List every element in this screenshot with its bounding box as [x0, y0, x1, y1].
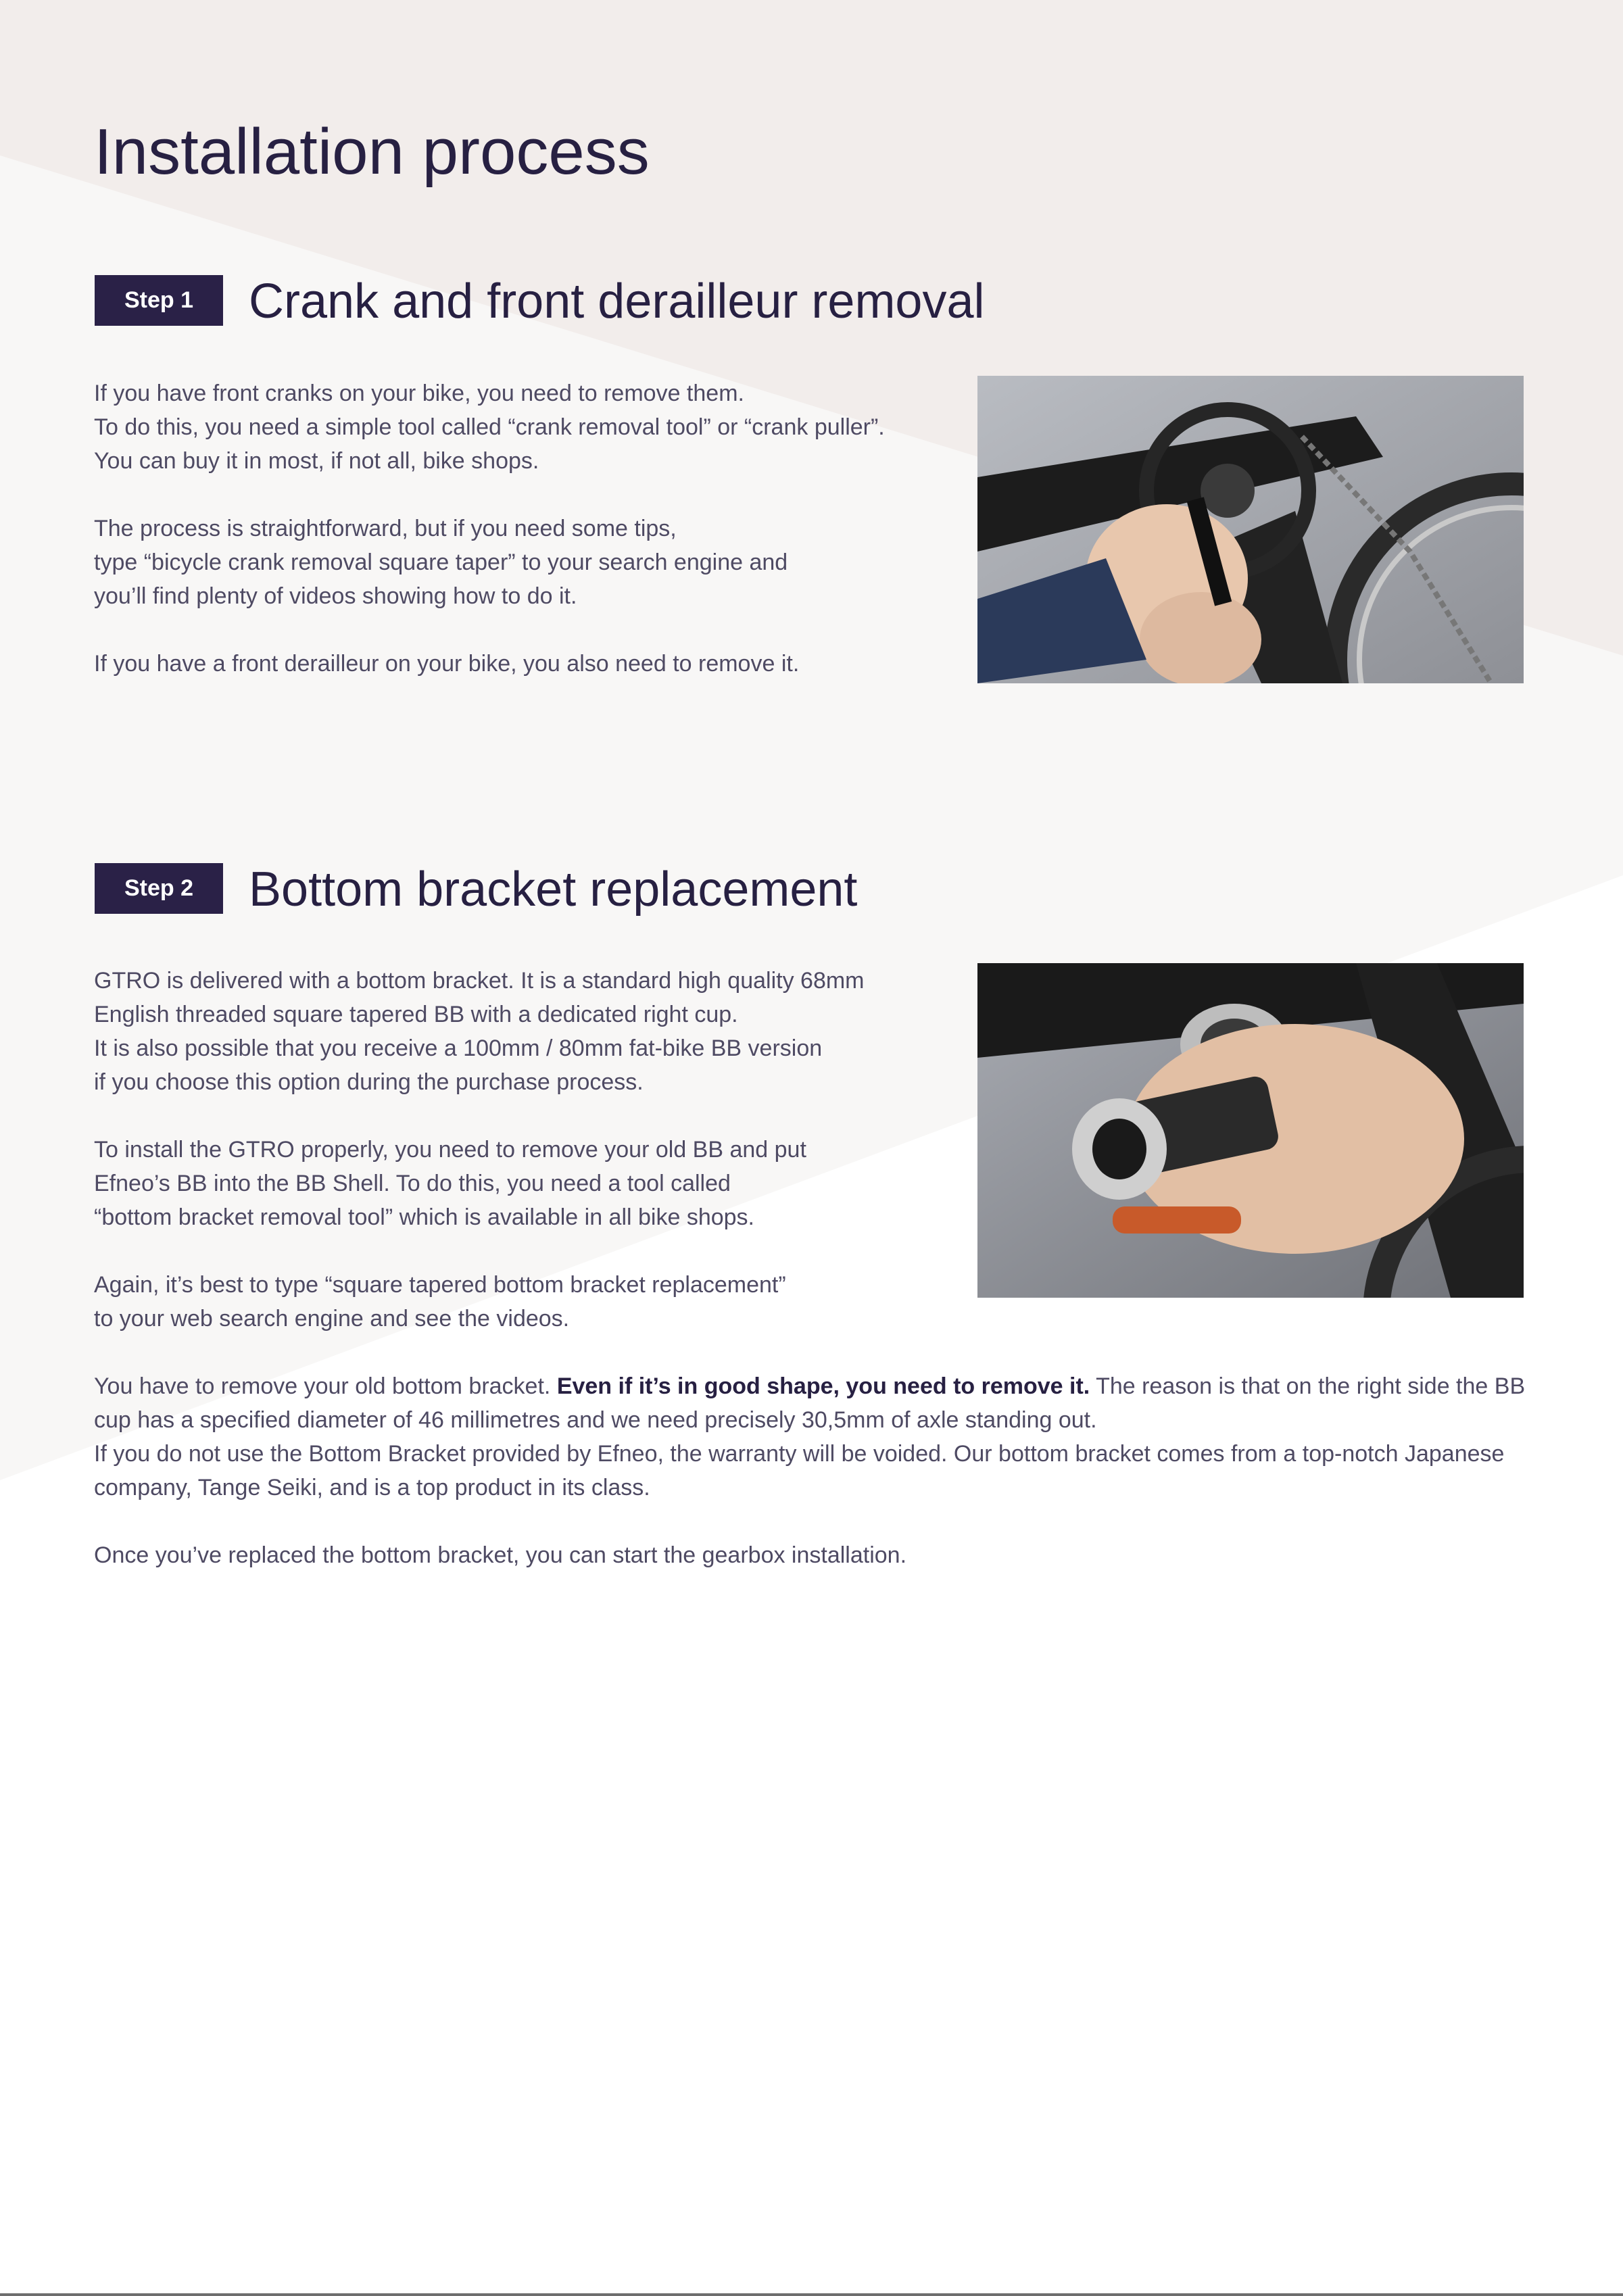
step-2-paragraph-2 [94, 1133, 806, 1234]
text-run: The reason is that on the right side the BB cup has a specified diameter of 46 millimetres and we need precisely 30,5mm of axle standing out. [94, 1373, 1526, 1433]
step-2-closing-paragraph: Once you’ve replaced the bottom bracket, you can start the gearbox installation. [94, 1542, 907, 1568]
text-line: “bottom bracket removal tool” which is available in all bike shops. [94, 1204, 755, 1230]
text-line: to your web search engine and see the videos. [94, 1306, 570, 1332]
text-line: You can buy it in most, if not all, bike shops. [94, 448, 539, 474]
text-line: English threaded square tapered BB with a dedicated right cup. [94, 1002, 738, 1027]
step-2-badge: Step 2 [95, 863, 223, 914]
text-line: To install the GTRO properly, you need to remove your old BB and put [94, 1137, 806, 1163]
text-run: You have to remove your old bottom bracket. [94, 1373, 557, 1399]
page-title: Installation process [94, 116, 650, 188]
bottom-bracket-photo [977, 963, 1524, 1298]
footer-rule [0, 2293, 1623, 2296]
step-2-paragraph-1 [94, 964, 865, 1099]
step-1-paragraph-2 [94, 512, 788, 613]
text-line: Again, it’s best to type “square tapered bottom bracket replacement” [94, 1272, 786, 1298]
emphasis-text: Even if it’s in good shape, you need to remove it. [556, 1373, 1090, 1399]
text-line: It is also possible that you receive a 100mm / 80mm fat-bike BB version [94, 1035, 823, 1061]
step-2-warranty-paragraph: If you do not use the Bottom Bracket provided by Efneo, the warranty will be voided. Our bottom bracket comes from a top-notch Japanese company, Tange Seiki, and is a top product in its class. [94, 1441, 1505, 1500]
crank-removal-photo [977, 376, 1524, 683]
step-2-warning-paragraph [94, 1369, 1534, 1437]
text-line: To do this, you need a simple tool called “crank removal tool” or “crank puller”. [94, 414, 885, 440]
step-2-heading: Bottom bracket replacement [249, 862, 858, 917]
text-line: type “bicycle crank removal square taper” to your search engine and [94, 549, 788, 575]
step-1-paragraph-3 [94, 647, 799, 681]
step-1-badge: Step 1 [95, 275, 223, 326]
text-line: if you choose this option during the purchase process. [94, 1069, 644, 1095]
text-line: If you have front cranks on your bike, you need to remove them. [94, 381, 744, 406]
text-line: GTRO is delivered with a bottom bracket. It is a standard high quality 68mm [94, 968, 865, 994]
text-line: Efneo’s BB into the BB Shell. To do this, you need a tool called [94, 1171, 731, 1196]
step-2-paragraph-3 [94, 1268, 786, 1336]
step-1-paragraph-1 [94, 376, 885, 478]
text-line: The process is straightforward, but if you need some tips, [94, 516, 677, 541]
text-line: you’ll find plenty of videos showing how to do it. [94, 583, 577, 609]
step-1-heading: Crank and front derailleur removal [249, 274, 985, 328]
text-line: If you have a front derailleur on your bike, you also need to remove it. [94, 651, 800, 677]
